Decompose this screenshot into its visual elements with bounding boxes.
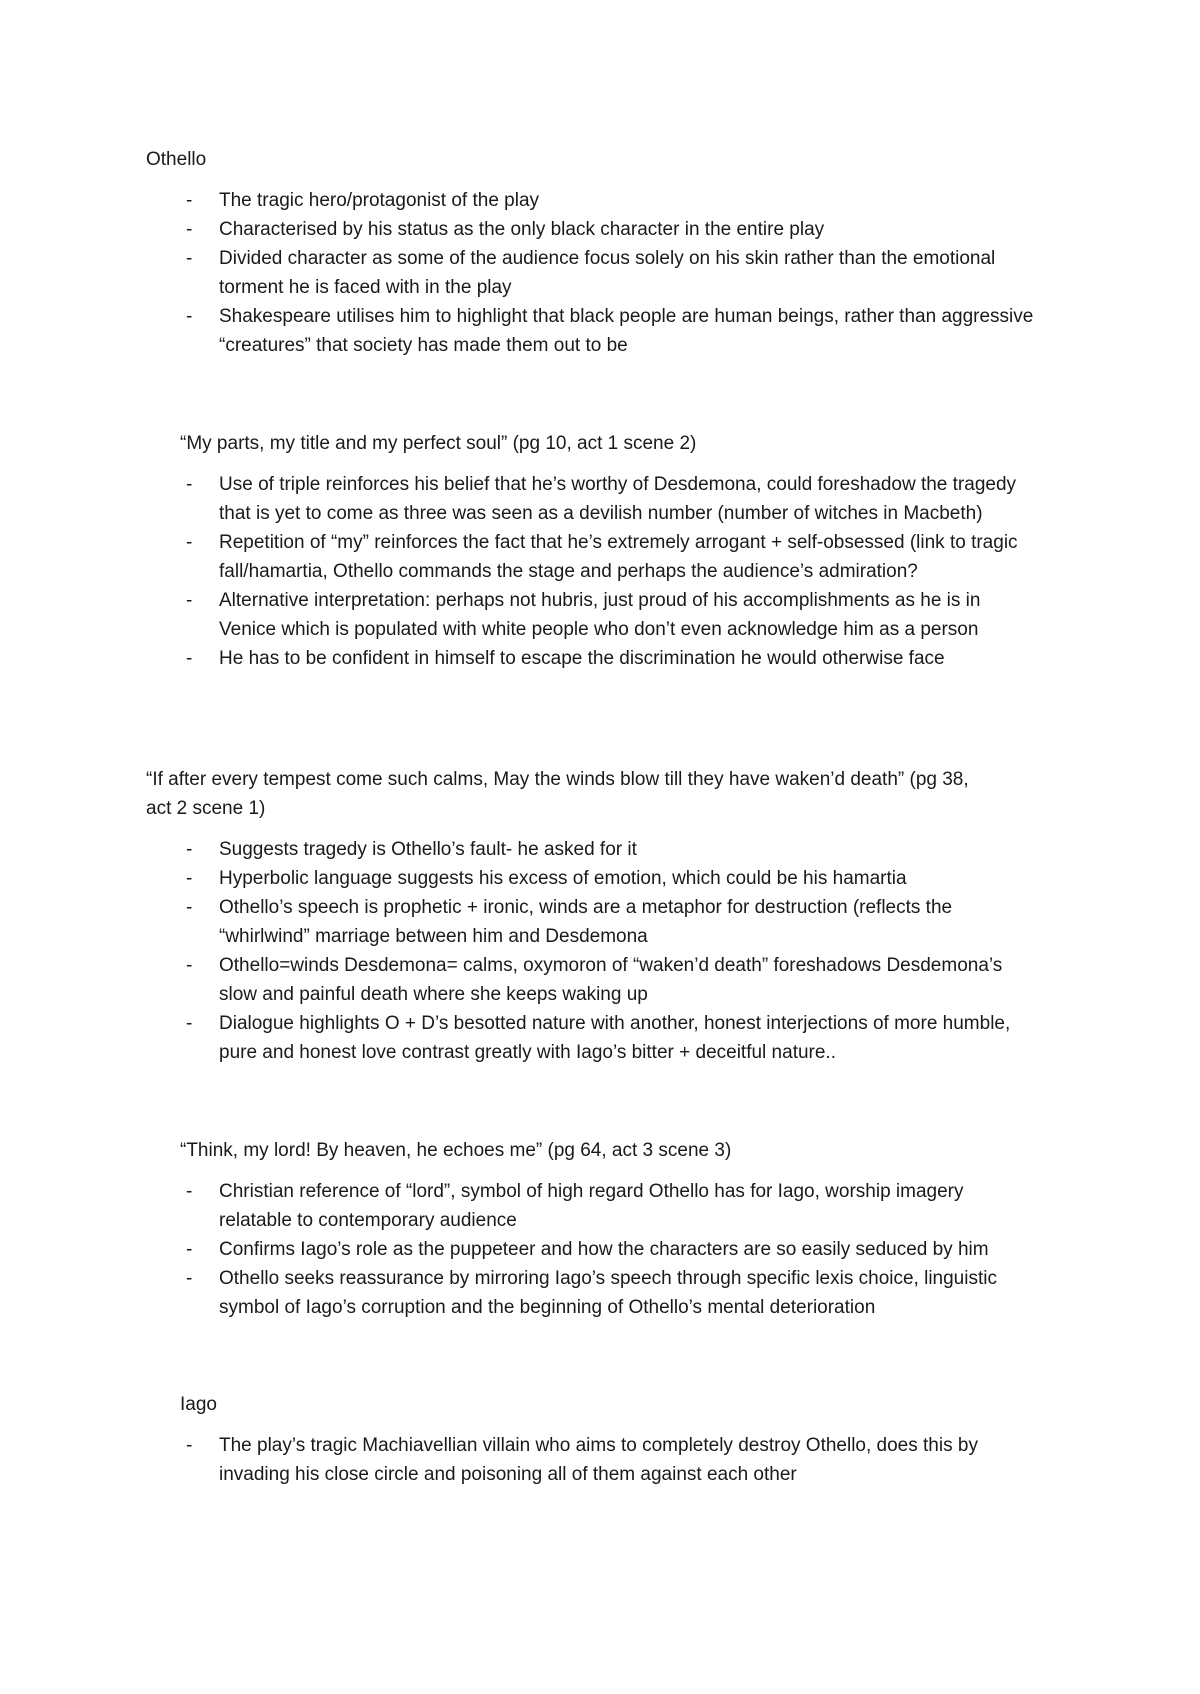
list-item bbox=[146, 586, 1036, 644]
list-item bbox=[146, 1009, 1036, 1067]
bullet-list bbox=[0, 1431, 1200, 1489]
bullet-dash: - bbox=[186, 955, 193, 976]
section-othello bbox=[0, 145, 1200, 360]
bullet-dash: - bbox=[186, 474, 193, 495]
bullet-text: The tragic hero/protagonist of the play bbox=[219, 190, 540, 211]
bullet-text: Dialogue highlights O + D’s besotted nature with another, honest interjections of more humble, pure and honest love contrast greatly with Iago’s bitter + deceitful nature.. bbox=[219, 1013, 1011, 1063]
bullet-text: Use of triple reinforces his belief that he’s worthy of Desdemona, could foreshadow the tragedy that is yet to come as three was seen as a devilish number (number of witches in Macbeth) bbox=[219, 474, 1017, 524]
bullet-dash: - bbox=[186, 648, 193, 669]
bullet-text: Othello’s speech is prophetic + ironic, winds are a metaphor for destruction (reflects the “whirlwind” marriage between him and Desdemona bbox=[219, 897, 953, 947]
section-iago bbox=[0, 1390, 1200, 1489]
quote-heading: “My parts, my title and my perfect soul” (pg 10, act 1 scene 2) bbox=[180, 433, 697, 454]
bullet-text: Suggests tragedy is Othello’s fault- he asked for it bbox=[219, 839, 637, 860]
bullet-list bbox=[0, 186, 1200, 360]
list-item bbox=[146, 1431, 1036, 1489]
quote-heading: “Think, my lord! By heaven, he echoes me” (pg 64, act 3 scene 3) bbox=[180, 1140, 732, 1161]
bullet-text: Characterised by his status as the only black character in the entire play bbox=[219, 219, 825, 240]
bullet-text: Othello seeks reassurance by mirroring Iago’s speech through specific lexis choice, linguistic symbol of Iago’s corruption and the beginning of Othello’s mental deterioration bbox=[219, 1268, 997, 1318]
bullet-list bbox=[0, 470, 1200, 673]
quote-heading-line-1: “If after every tempest come such calms, May the winds blow till they have waken’d death” (pg 38, bbox=[146, 769, 969, 790]
bullet-text: Hyperbolic language suggests his excess of emotion, which could be his hamartia bbox=[219, 868, 907, 889]
bullet-dash: - bbox=[186, 1013, 193, 1034]
list-item bbox=[146, 1177, 1036, 1235]
list-item bbox=[146, 244, 1036, 302]
section-quote-1 bbox=[0, 429, 1200, 673]
section-quote-3 bbox=[0, 1136, 1200, 1322]
list-item bbox=[146, 864, 1036, 893]
list-item bbox=[146, 186, 1036, 215]
bullet-text: Alternative interpretation: perhaps not hubris, just proud of his accomplishments as he is in Venice which is populated with white people who don’t even acknowledge him as a person bbox=[219, 590, 981, 640]
list-item bbox=[146, 1264, 1036, 1322]
bullet-text: Divided character as some of the audience focus solely on his skin rather than the emotional torment he is faced with in the play bbox=[219, 248, 996, 298]
bullet-text: Shakespeare utilises him to highlight that black people are human beings, rather than aggressive “creatures” that society has made them out to be bbox=[219, 306, 1034, 356]
bullet-dash: - bbox=[186, 1435, 193, 1456]
quote-heading-line-2: act 2 scene 1) bbox=[146, 798, 266, 819]
bullet-text: He has to be confident in himself to escape the discrimination he would otherwise face bbox=[219, 648, 945, 669]
bullet-dash: - bbox=[186, 1181, 193, 1202]
section-heading: Iago bbox=[180, 1394, 217, 1415]
bullet-text: Confirms Iago’s role as the puppeteer and how the characters are so easily seduced by him bbox=[219, 1239, 989, 1260]
list-item bbox=[146, 1235, 1036, 1264]
list-item bbox=[146, 302, 1036, 360]
bullet-dash: - bbox=[186, 590, 193, 611]
bullet-dash: - bbox=[186, 306, 193, 327]
bullet-dash: - bbox=[186, 897, 193, 918]
list-item bbox=[146, 835, 1036, 864]
bullet-text: The play’s tragic Machiavellian villain who aims to completely destroy Othello, does this by invading his close circle and poisoning all of them against each other bbox=[219, 1435, 978, 1485]
bullet-text: Othello=winds Desdemona= calms, oxymoron of “waken’d death” foreshadows Desdemona’s slow and painful death where she keeps waking up bbox=[219, 955, 1003, 1005]
list-item bbox=[146, 893, 1036, 951]
list-item bbox=[146, 215, 1036, 244]
list-item bbox=[146, 644, 1036, 673]
bullet-text: Repetition of “my” reinforces the fact that he’s extremely arrogant + self-obsessed (link to tragic fall/hamartia, Othello commands the stage and perhaps the audience’s admiration? bbox=[219, 532, 1018, 582]
bullet-list bbox=[0, 835, 1200, 1067]
list-item bbox=[146, 470, 1036, 528]
bullet-dash: - bbox=[186, 248, 193, 269]
bullet-dash: - bbox=[186, 1268, 193, 1289]
bullet-list bbox=[0, 1177, 1200, 1322]
section-quote-2 bbox=[0, 765, 1200, 1067]
bullet-dash: - bbox=[186, 839, 193, 860]
bullet-dash: - bbox=[186, 532, 193, 553]
bullet-text: Christian reference of “lord”, symbol of high regard Othello has for Iago, worship imagery relatable to contemporary audience bbox=[219, 1181, 964, 1231]
bullet-dash: - bbox=[186, 190, 193, 211]
list-item bbox=[146, 528, 1036, 586]
section-heading: Othello bbox=[146, 149, 207, 170]
list-item bbox=[146, 951, 1036, 1009]
bullet-dash: - bbox=[186, 1239, 193, 1260]
bullet-dash: - bbox=[186, 868, 193, 889]
bullet-dash: - bbox=[186, 219, 193, 240]
